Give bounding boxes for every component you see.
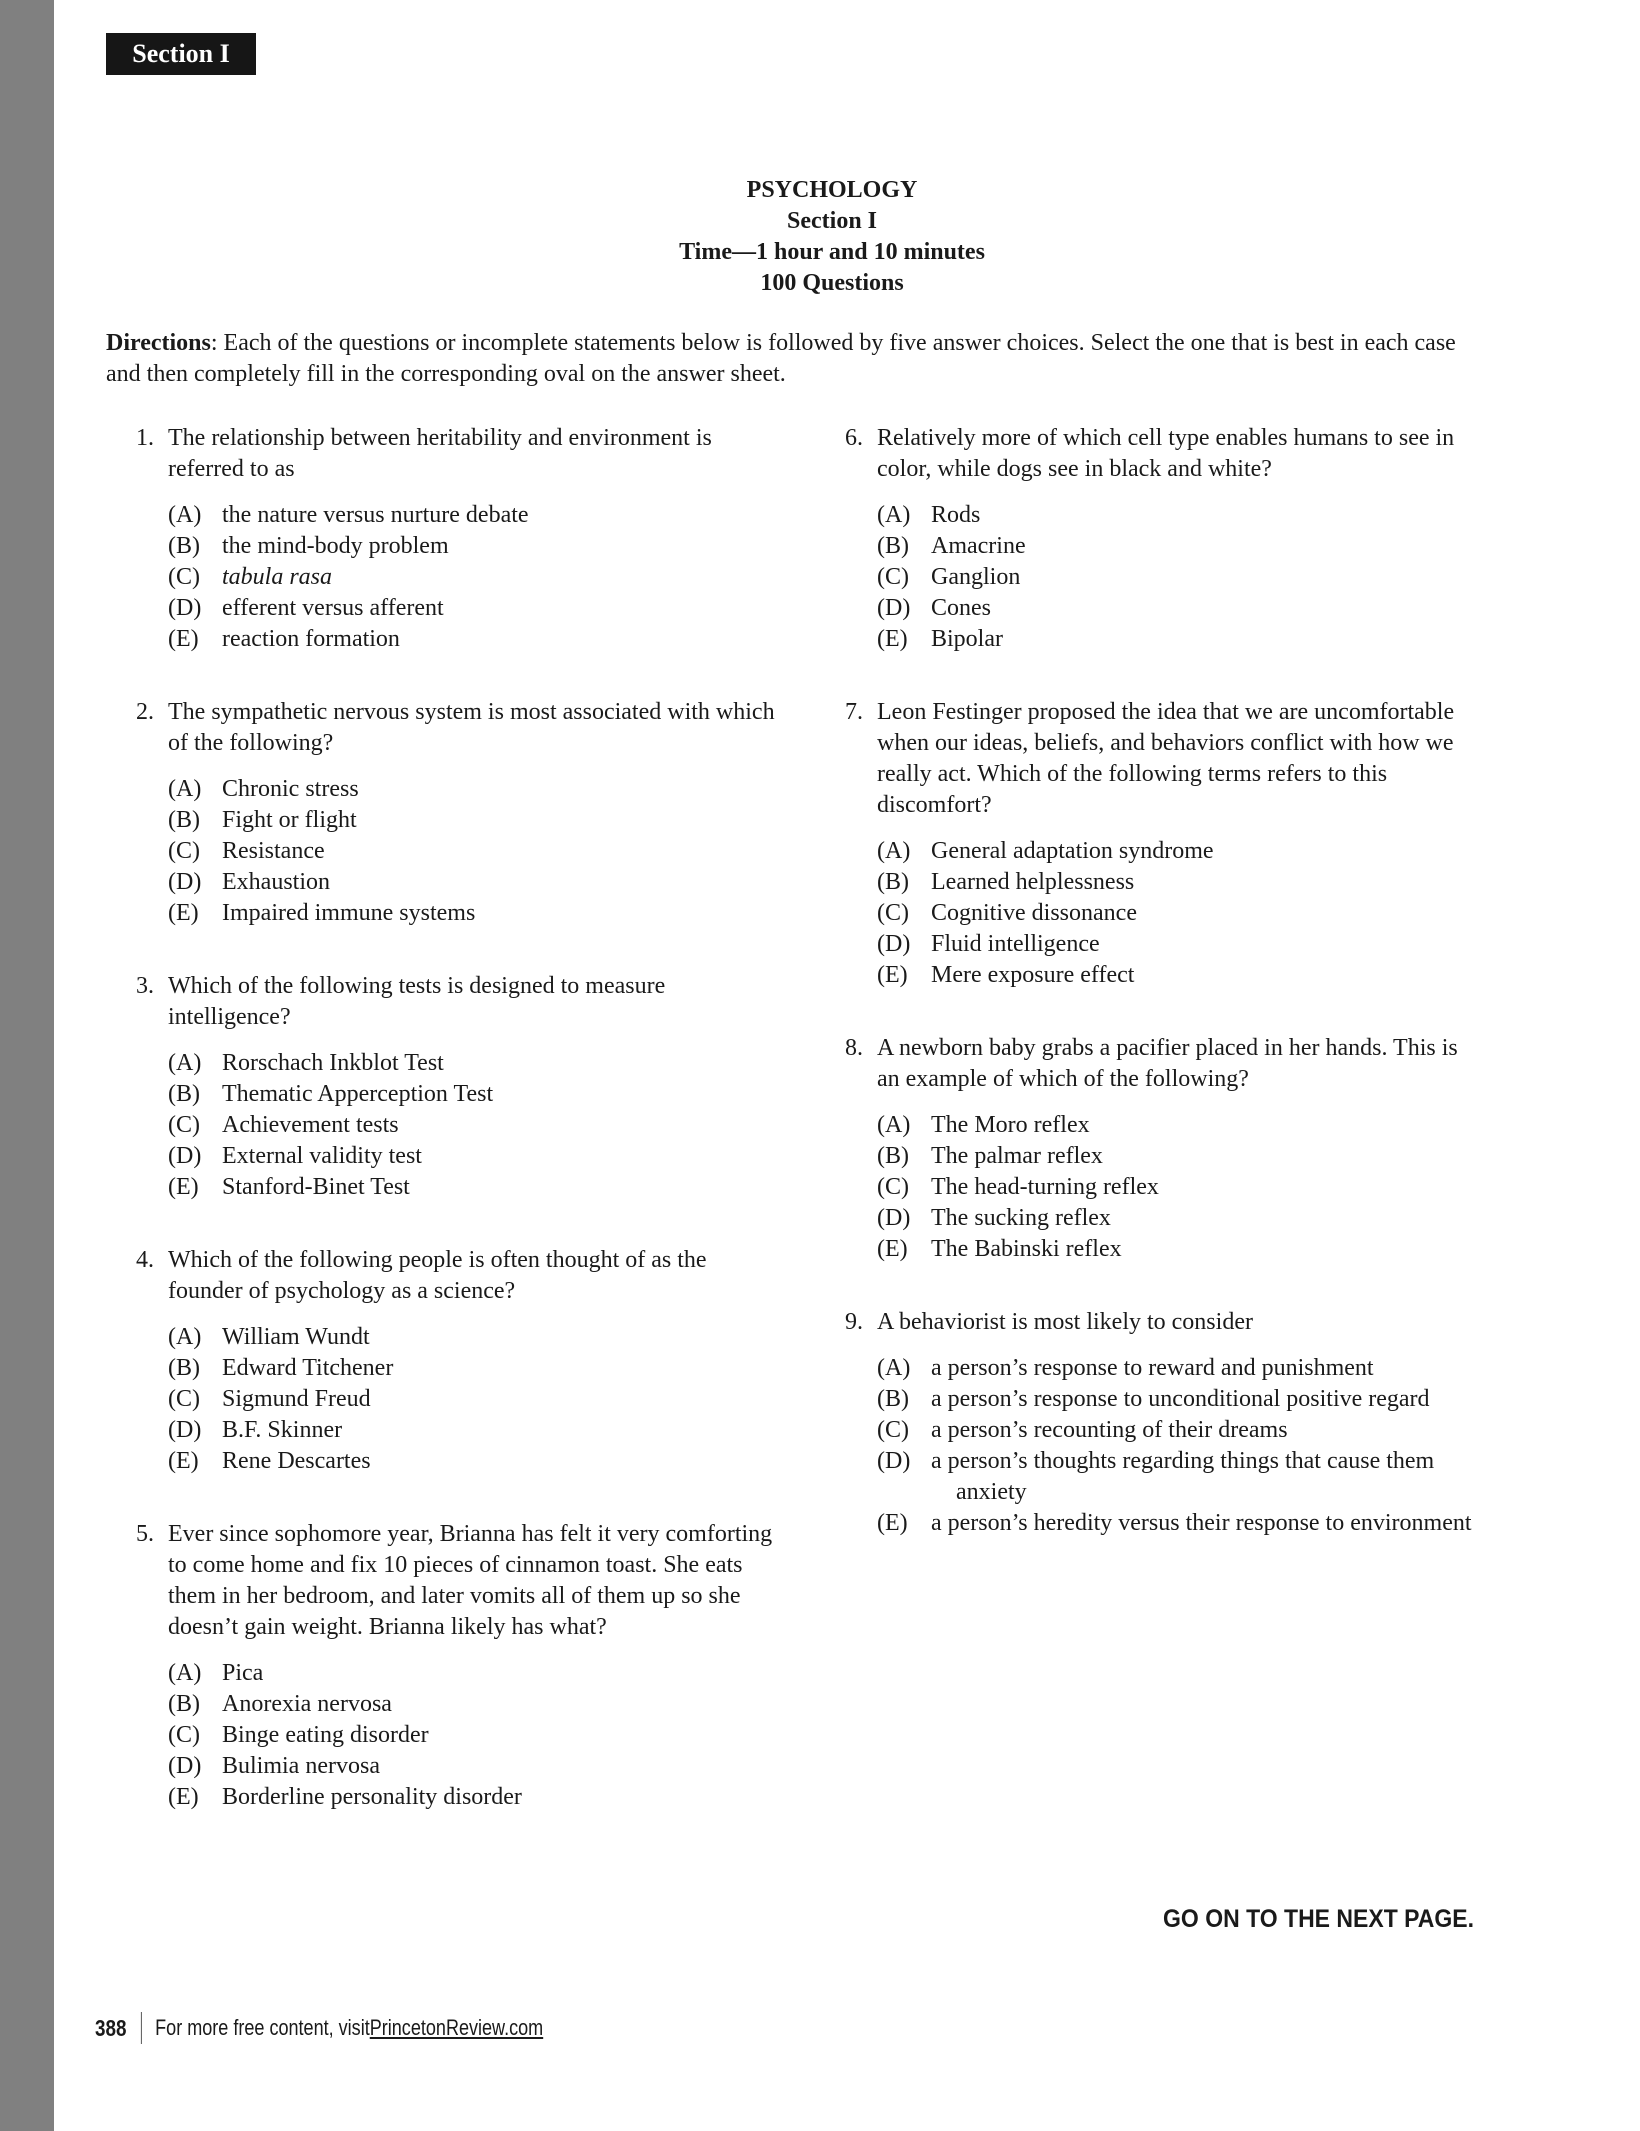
option-text: Exhaustion bbox=[222, 869, 330, 895]
question-number: 3. bbox=[136, 973, 154, 999]
answer-option[interactable] bbox=[168, 774, 776, 805]
option-letter: (A) bbox=[168, 502, 202, 528]
option-letter: (A) bbox=[168, 1050, 202, 1076]
option-letter: (E) bbox=[168, 1174, 199, 1200]
option-letter: (B) bbox=[877, 1143, 909, 1169]
option-text: a person’s thoughts regarding things that cause them anxiety bbox=[931, 1448, 1435, 1505]
option-letter: (A) bbox=[877, 502, 911, 528]
answer-option[interactable] bbox=[168, 1415, 776, 1446]
question bbox=[845, 1033, 1485, 1265]
answer-option[interactable] bbox=[877, 1446, 1485, 1508]
answer-option[interactable] bbox=[877, 1508, 1485, 1539]
page-edge-bar bbox=[0, 0, 54, 2131]
option-letter: (E) bbox=[877, 1510, 908, 1536]
question-number: 1. bbox=[136, 425, 154, 451]
question bbox=[136, 1245, 776, 1477]
section-title: Section I bbox=[787, 208, 877, 234]
answer-option[interactable] bbox=[168, 1384, 776, 1415]
question-number: 5. bbox=[136, 1521, 154, 1547]
go-on-next-page: GO ON TO THE NEXT PAGE. bbox=[1163, 1905, 1474, 1933]
exam-header bbox=[54, 175, 1640, 299]
option-letter: (D) bbox=[877, 1205, 911, 1231]
option-text: Thematic Apperception Test bbox=[222, 1081, 494, 1107]
option-text: tabula rasa bbox=[222, 564, 333, 590]
option-text: efferent versus afferent bbox=[222, 595, 444, 621]
directions-label: Directions bbox=[106, 330, 211, 356]
option-text: a person’s response to unconditional positive regard bbox=[931, 1386, 1430, 1412]
option-letter: (D) bbox=[168, 869, 202, 895]
option-letter: (C) bbox=[877, 1417, 909, 1443]
option-text: External validity test bbox=[222, 1143, 422, 1169]
answer-option[interactable] bbox=[168, 593, 776, 624]
answer-option[interactable] bbox=[877, 500, 1485, 531]
option-text: Borderline personality disorder bbox=[222, 1784, 522, 1810]
question bbox=[845, 697, 1485, 991]
question-number: 6. bbox=[845, 425, 863, 451]
time-limit: Time—1 hour and 10 minutes bbox=[679, 239, 985, 265]
answer-option[interactable] bbox=[168, 624, 776, 655]
option-text: Bipolar bbox=[931, 626, 1003, 652]
option-text: reaction formation bbox=[222, 626, 400, 652]
option-text: Learned helplessness bbox=[931, 869, 1135, 895]
option-text: B.F. Skinner bbox=[222, 1417, 343, 1443]
answer-option[interactable] bbox=[168, 867, 776, 898]
answer-option[interactable] bbox=[168, 562, 776, 593]
answer-option[interactable] bbox=[877, 867, 1485, 898]
option-letter: (D) bbox=[877, 1448, 911, 1474]
option-letter: (B) bbox=[877, 533, 909, 559]
question bbox=[136, 697, 776, 929]
answer-option[interactable] bbox=[877, 1172, 1485, 1203]
option-text: Amacrine bbox=[931, 533, 1026, 559]
answer-option[interactable] bbox=[877, 929, 1485, 960]
option-text: Rorschach Inkblot Test bbox=[222, 1050, 444, 1076]
answer-option[interactable] bbox=[168, 500, 776, 531]
answer-option[interactable] bbox=[168, 1141, 776, 1172]
option-letter: (D) bbox=[168, 1753, 202, 1779]
answer-option[interactable] bbox=[877, 1234, 1485, 1265]
option-letter: (E) bbox=[877, 1236, 908, 1262]
option-text: a person’s heredity versus their response to environment bbox=[931, 1510, 1472, 1536]
question bbox=[136, 971, 776, 1203]
option-text: Sigmund Freud bbox=[222, 1386, 371, 1412]
answer-option[interactable] bbox=[877, 1384, 1485, 1415]
option-letter: (C) bbox=[168, 1112, 200, 1138]
option-letter: (B) bbox=[168, 1691, 200, 1717]
option-text: Fight or flight bbox=[222, 807, 357, 833]
answer-option[interactable] bbox=[168, 1322, 776, 1353]
answer-option[interactable] bbox=[877, 1415, 1485, 1446]
answer-option[interactable] bbox=[168, 1689, 776, 1720]
option-text: Binge eating disorder bbox=[222, 1722, 429, 1748]
question-number: 2. bbox=[136, 699, 154, 725]
option-text: Cones bbox=[931, 595, 991, 621]
answer-option[interactable] bbox=[168, 1446, 776, 1477]
question-stem: Which of the following people is often thought of as the founder of psychology as a science? bbox=[168, 1247, 707, 1304]
option-letter: (A) bbox=[168, 1324, 202, 1350]
answer-option[interactable] bbox=[877, 624, 1485, 655]
question-number: 8. bbox=[845, 1035, 863, 1061]
option-text: Edward Titchener bbox=[222, 1355, 394, 1381]
questions-left-column bbox=[136, 423, 776, 1855]
option-text: Pica bbox=[222, 1660, 264, 1686]
question-stem: Ever since sophomore year, Brianna has felt it very comforting to come home and fix 10 pieces of cinnamon toast. She eats them in her bedroom, and later vomits all of them up so she doesn’t gain weight. Brianna likely has what? bbox=[168, 1521, 773, 1640]
footer-divider bbox=[141, 2012, 142, 2044]
subject-title: PSYCHOLOGY bbox=[746, 177, 918, 203]
question-number: 7. bbox=[845, 699, 863, 725]
question-stem: Relatively more of which cell type enables humans to see in color, while dogs see in black and white? bbox=[877, 425, 1455, 482]
question-count: 100 Questions bbox=[760, 270, 904, 296]
answer-option[interactable] bbox=[168, 1079, 776, 1110]
answer-option[interactable] bbox=[168, 1658, 776, 1689]
section-tag: Section I bbox=[106, 33, 256, 75]
question-stem: The sympathetic nervous system is most associated with which of the following? bbox=[168, 699, 775, 756]
answer-option[interactable] bbox=[168, 1172, 776, 1203]
option-letter: (E) bbox=[168, 1784, 199, 1810]
answer-option[interactable] bbox=[877, 1203, 1485, 1234]
option-text: Rene Descartes bbox=[222, 1448, 371, 1474]
option-text: Cognitive dissonance bbox=[931, 900, 1137, 926]
answer-option[interactable] bbox=[877, 1353, 1485, 1384]
option-letter: (D) bbox=[168, 595, 202, 621]
answer-option[interactable] bbox=[168, 898, 776, 929]
answer-option[interactable] bbox=[168, 1048, 776, 1079]
answer-option[interactable] bbox=[168, 1110, 776, 1141]
option-text: Resistance bbox=[222, 838, 325, 864]
option-text: Anorexia nervosa bbox=[222, 1691, 392, 1717]
princeton-review-link[interactable]: PrincetonReview.com bbox=[369, 2015, 544, 2040]
option-letter: (B) bbox=[168, 1081, 200, 1107]
option-letter: (C) bbox=[877, 900, 909, 926]
answer-option[interactable] bbox=[168, 531, 776, 562]
option-text: the nature versus nurture debate bbox=[222, 502, 529, 528]
option-letter: (E) bbox=[168, 626, 199, 652]
option-text: a person’s recounting of their dreams bbox=[931, 1417, 1288, 1443]
option-letter: (C) bbox=[168, 564, 200, 590]
question bbox=[845, 423, 1485, 655]
answer-option[interactable] bbox=[877, 960, 1485, 991]
option-text: General adaptation syndrome bbox=[931, 838, 1214, 864]
answer-option[interactable] bbox=[877, 898, 1485, 929]
option-letter: (E) bbox=[168, 900, 199, 926]
option-letter: (D) bbox=[877, 595, 911, 621]
option-letter: (A) bbox=[877, 838, 911, 864]
option-text: Ganglion bbox=[931, 564, 1021, 590]
option-letter: (C) bbox=[877, 1174, 909, 1200]
directions bbox=[106, 328, 1466, 390]
option-letter: (D) bbox=[168, 1417, 202, 1443]
option-letter: (B) bbox=[168, 1355, 200, 1381]
questions-right-column bbox=[845, 423, 1485, 1581]
option-letter: (A) bbox=[168, 1660, 202, 1686]
answer-option[interactable] bbox=[168, 1353, 776, 1384]
option-text: The sucking reflex bbox=[931, 1205, 1111, 1231]
answer-option[interactable] bbox=[877, 593, 1485, 624]
directions-text: : Each of the questions or incomplete statements below is followed by five answer choices. Select the one that is best in each case and then completely fill in the corresponding oval on the answer sheet. bbox=[106, 330, 1456, 387]
answer-option[interactable] bbox=[877, 562, 1485, 593]
option-text: The Moro reflex bbox=[931, 1112, 1090, 1138]
question bbox=[845, 1307, 1485, 1539]
option-letter: (A) bbox=[877, 1355, 911, 1381]
option-text: William Wundt bbox=[222, 1324, 370, 1350]
option-letter: (E) bbox=[877, 962, 908, 988]
question-stem: The relationship between heritability and environment is referred to as bbox=[168, 425, 712, 482]
option-text: The palmar reflex bbox=[931, 1143, 1103, 1169]
option-text: the mind-body problem bbox=[222, 533, 449, 559]
option-letter: (A) bbox=[168, 776, 202, 802]
answer-option[interactable] bbox=[168, 1751, 776, 1782]
option-letter: (C) bbox=[168, 1722, 200, 1748]
option-text: Stanford-Binet Test bbox=[222, 1174, 410, 1200]
answer-option[interactable] bbox=[877, 836, 1485, 867]
question-stem: Leon Festinger proposed the idea that we are uncomfortable when our ideas, beliefs, and behaviors conflict with how we really act. Which of the following terms refers to this discomfort? bbox=[877, 699, 1455, 818]
option-letter: (B) bbox=[877, 1386, 909, 1412]
page-number: 388 bbox=[95, 2014, 127, 2041]
answer-option[interactable] bbox=[168, 1782, 776, 1813]
option-letter: (B) bbox=[877, 869, 909, 895]
option-text: Achievement tests bbox=[222, 1112, 399, 1138]
option-letter: (B) bbox=[168, 533, 200, 559]
option-letter: (E) bbox=[168, 1448, 199, 1474]
option-text: Mere exposure effect bbox=[931, 962, 1135, 988]
answer-option[interactable] bbox=[168, 805, 776, 836]
option-text: a person’s response to reward and punishment bbox=[931, 1355, 1374, 1381]
option-text: Impaired immune systems bbox=[222, 900, 476, 926]
answer-option[interactable] bbox=[168, 1720, 776, 1751]
question-number: 9. bbox=[845, 1309, 863, 1335]
page-footer bbox=[95, 2012, 543, 2044]
question bbox=[136, 1519, 776, 1813]
answer-option[interactable] bbox=[168, 836, 776, 867]
question-stem: A behaviorist is most likely to consider bbox=[877, 1309, 1253, 1335]
answer-option[interactable] bbox=[877, 1141, 1485, 1172]
option-letter: (E) bbox=[877, 626, 908, 652]
answer-option[interactable] bbox=[877, 1110, 1485, 1141]
question bbox=[136, 423, 776, 655]
option-letter: (C) bbox=[877, 564, 909, 590]
option-text: Bulimia nervosa bbox=[222, 1753, 380, 1779]
question-stem: A newborn baby grabs a pacifier placed in her hands. This is an example of which of the following? bbox=[877, 1035, 1458, 1092]
footer-text: For more free content, visit bbox=[155, 2015, 370, 2040]
option-text: Rods bbox=[931, 502, 981, 528]
option-text: Chronic stress bbox=[222, 776, 359, 802]
option-letter: (A) bbox=[877, 1112, 911, 1138]
option-text: The head-turning reflex bbox=[931, 1174, 1159, 1200]
option-text: Fluid intelligence bbox=[931, 931, 1100, 957]
question-stem: Which of the following tests is designed to measure intelligence? bbox=[168, 973, 666, 1030]
option-letter: (C) bbox=[168, 1386, 200, 1412]
option-letter: (D) bbox=[877, 931, 911, 957]
question-number: 4. bbox=[136, 1247, 154, 1273]
answer-option[interactable] bbox=[877, 531, 1485, 562]
option-text: The Babinski reflex bbox=[931, 1236, 1122, 1262]
option-letter: (D) bbox=[168, 1143, 202, 1169]
option-letter: (B) bbox=[168, 807, 200, 833]
option-letter: (C) bbox=[168, 838, 200, 864]
